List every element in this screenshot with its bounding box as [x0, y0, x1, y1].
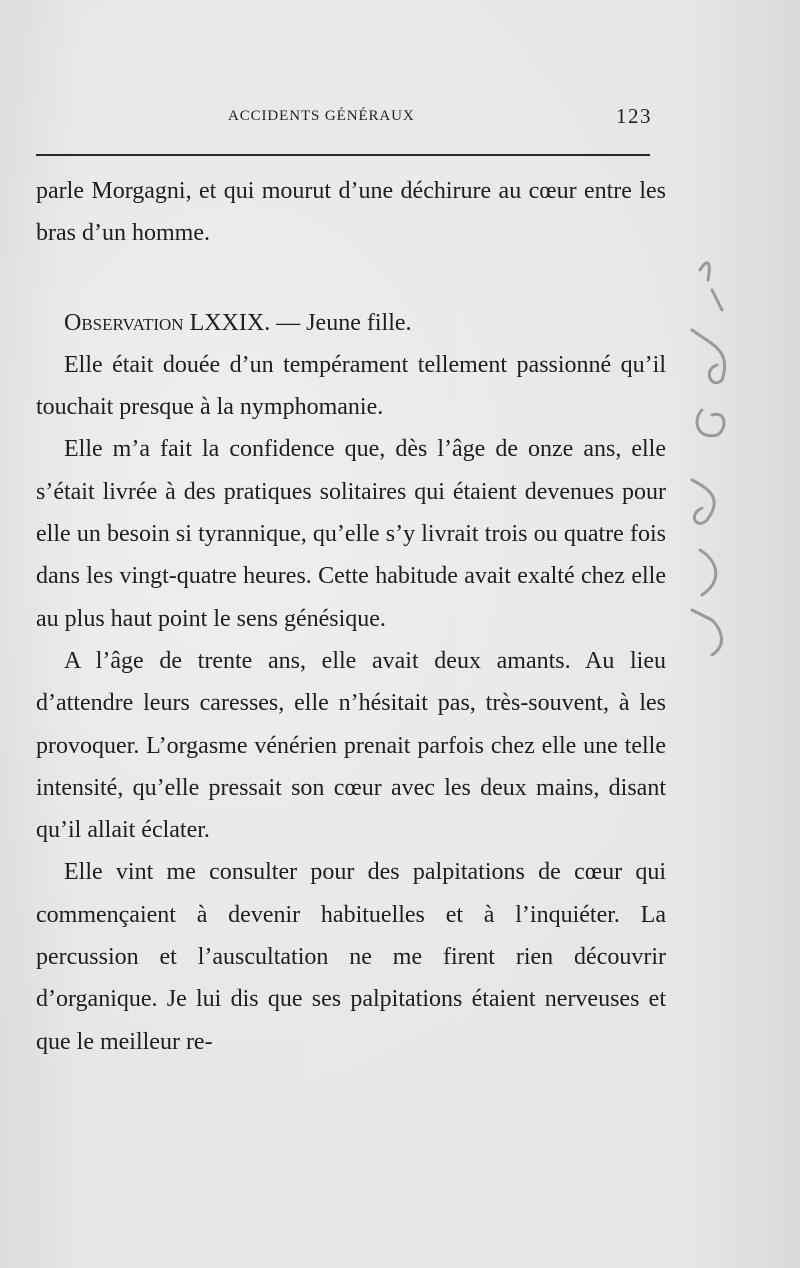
- paragraph-3: A l’âge de trente ans, elle avait deux amants. Au lieu d’attendre leurs caresses, elle n’hésitait pas, très-souvent, à les provoquer. L’orgasme vénérien prenait parfois chez elle une telle intensité, qu’elle pressait son cœur avec les deux mains, disant qu’il allait éclater.: [36, 647, 666, 844]
- observation-title: — Jeune fille.: [270, 309, 412, 336]
- handwritten-marginalia: [672, 250, 792, 670]
- observation-heading: [36, 302, 666, 344]
- paragraph-4: Elle vint me consulter pour des palpitations de cœur qui commençaient à devenir habituelles et à l’inquiéter. La percussion et l’auscultation ne me firent rien découvrir d’organique. Je lui dis que ses palpitations étaient nerveuses et que le meilleur re-: [36, 859, 666, 1055]
- running-head: [36, 104, 652, 134]
- page-number: 123: [616, 104, 652, 128]
- running-title: ACCIDENTS GÉNÉRAUX: [228, 108, 415, 124]
- marginalia-sketch: [672, 250, 792, 670]
- paragraph-2: Elle m’a fait la confidence que, dès l’âge de onze ans, elle s’était livrée à des pratiques solitaires qui étaient devenues pour elle un besoin si tyrannique, qu’elle s’y livrait trois ou quatre fois dans les vingt-quatre heures. Cette habitude avait exalté chez elle au plus haut point le sens génésique.: [36, 436, 666, 632]
- paragraph-1: Elle était douée d’un tempérament tellement passionné qu’il touchait presque à la nymphomanie.: [36, 351, 666, 421]
- header-rule: [36, 154, 650, 156]
- continuation-paragraph: parle Morgagni, et qui mourut d’une déchirure au cœur entre les bras d’un homme.: [36, 178, 666, 247]
- observation-label: Observation LXXIX.: [64, 309, 271, 336]
- body-text: [36, 170, 666, 1063]
